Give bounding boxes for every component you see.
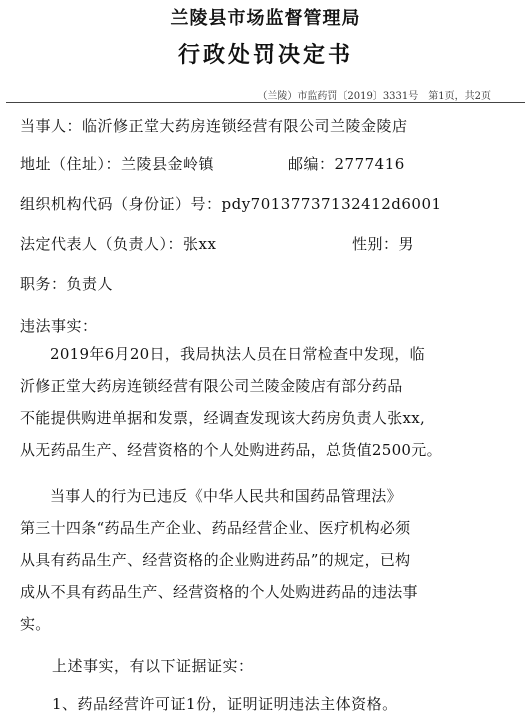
violation-paragraph xyxy=(20,480,514,640)
paragraph-line: 2019年6月20日，我局执法人员在日常检查中发现，临 xyxy=(50,345,425,363)
legal-representative: 法定代表人（负责人）：张xx xyxy=(20,235,217,253)
paragraph-line: 沂修正堂大药房连锁经营有限公司兰陵金陵店有部分药品 xyxy=(20,377,403,395)
paragraph-line: 从无药品生产、经营资格的个人处购进药品，总货值2500元。 xyxy=(20,441,442,459)
representative-gender: 性别：男 xyxy=(352,235,415,253)
party-org-code: 组织机构代码（身份证）号：pdy70137737132412d6001 xyxy=(20,195,442,213)
party-name: 当事人：临沂修正堂大药房连锁经营有限公司兰陵金陵店 xyxy=(20,117,408,135)
document-number: （兰陵）市监药罚〔2019〕3331号 第1页，共2页 xyxy=(257,91,491,102)
party-address: 地址（住址）：兰陵县金岭镇 xyxy=(20,155,215,173)
paragraph-line: 第三十四条“药品生产企业、药品经营企业、医疗机构必须 xyxy=(20,519,411,537)
evidence-intro: 上述事实，有以下证据证实： xyxy=(52,657,254,675)
paragraph-line: 不能提供购进单据和发票，经调查发现该大药房负责人张xx, xyxy=(20,409,426,427)
party-postcode: 邮编：2777416 xyxy=(288,155,405,173)
section-heading-facts: 违法事实： xyxy=(20,317,98,335)
document-title: 行政处罚决定书 xyxy=(177,42,353,68)
representative-position: 职务：负责人 xyxy=(20,275,114,293)
evidence-item: 1、药品经营许可证1份，证明证明违法主体资格。 xyxy=(52,695,398,713)
facts-paragraph xyxy=(20,338,514,466)
paragraph-line: 当事人的行为已违反《中华人民共和国药品管理法》 xyxy=(50,487,402,505)
header-divider xyxy=(6,102,525,103)
paragraph-line: 实。 xyxy=(20,615,51,633)
paragraph-line: 成从不具有药品生产、经营资格的个人处购进药品的违法事 xyxy=(20,583,418,601)
agency-name: 兰陵县市场监督管理局 xyxy=(170,8,361,29)
paragraph-line: 从具有药品生产、经营资格的企业购进药品”的规定，已构 xyxy=(20,551,411,569)
